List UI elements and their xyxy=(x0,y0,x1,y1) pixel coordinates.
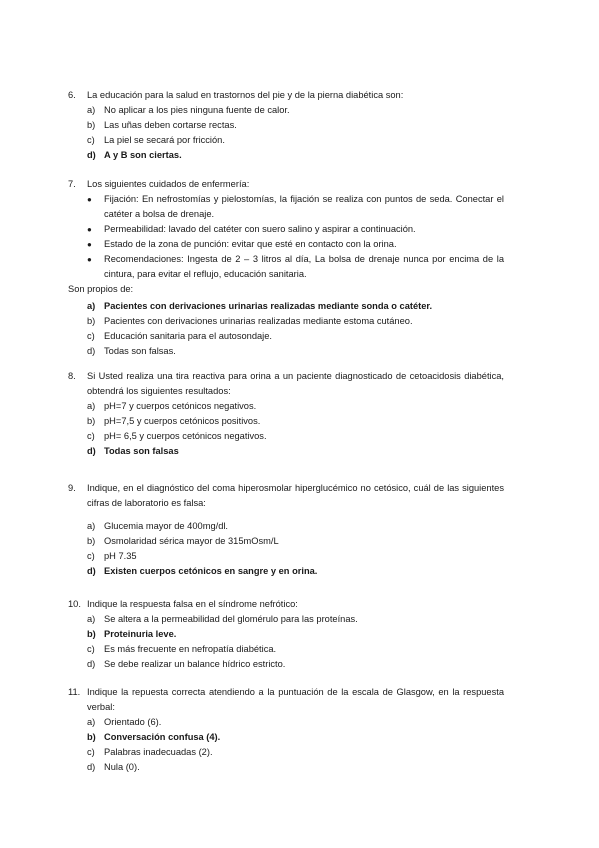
option-b: b) pH=7,5 y cuerpos cetónicos positivos. xyxy=(87,416,261,426)
question-10 xyxy=(68,597,504,672)
question-text: Indique, en el diagnóstico del coma hiperosmolar hiperglucémico no cetósico, cuál de las siguientes cifras de laboratorio es falsa: xyxy=(87,483,504,508)
option-d: d) Se debe realizar un balance hídrico estricto. xyxy=(87,659,286,669)
question-number: 8. xyxy=(68,371,76,381)
bullet-item: ● Recomendaciones: Ingesta de 2 – 3 litros al día, La bolsa de drenaje nunca por encima de la cintura, para evitar el reflujo, educación sanitaria. xyxy=(87,252,504,282)
bullet-item: ● Fijación: En nefrostomías y pielostomías, la fijación se realiza con puntos de seda. Conectar el catéter a bolsa de drenaje. xyxy=(87,192,504,222)
bullet-item: ● Permeabilidad: lavado del catéter con suero salino y aspirar a continuación. xyxy=(87,222,504,237)
option-c: c) pH 7.35 xyxy=(87,551,137,561)
option-a: a) Se altera a la permeabilidad del glomérulo para las proteínas. xyxy=(87,614,358,624)
question-text: Indique la repuesta correcta atendiendo a la puntuación de la escala de Glasgow, en la respuesta verbal: xyxy=(87,687,504,712)
option-b: b) Conversación confusa (4). xyxy=(87,732,221,742)
question-number: 7. xyxy=(68,179,76,189)
option-d: d) Existen cuerpos cetónicos en sangre y en orina. xyxy=(87,566,318,576)
question-text: La educación para la salud en trastornos del pie y de la pierna diabética son: xyxy=(87,90,404,100)
bullet-icon: ● xyxy=(87,240,92,249)
option-b: b) Pacientes con derivaciones urinarias realizadas mediante estoma cutáneo. xyxy=(87,316,413,326)
bullet-item: ● Estado de la zona de punción: evitar que esté en contacto con la orina. xyxy=(87,237,504,252)
after-text: Son propios de: xyxy=(68,284,134,294)
question-text: Indique la respuesta falsa en el síndrome nefrótico: xyxy=(87,599,298,609)
option-a: a) Orientado (6). xyxy=(87,717,162,727)
question-7 xyxy=(68,177,504,359)
option-d: d) A y B son ciertas. xyxy=(87,150,182,160)
option-d: d) Todas son falsas. xyxy=(87,346,176,356)
question-number: 6. xyxy=(68,90,76,100)
question-text: Los siguientes cuidados de enfermería: xyxy=(87,179,250,189)
question-number: 10. xyxy=(68,599,81,609)
option-c: c) Palabras inadecuadas (2). xyxy=(87,747,213,757)
option-d: d) Todas son falsas xyxy=(87,446,179,456)
option-a: a) Glucemia mayor de 400mg/dl. xyxy=(87,521,229,531)
option-a: a) No aplicar a los pies ninguna fuente de calor. xyxy=(87,105,290,115)
option-c: c) pH= 6,5 y cuerpos cetónicos negativos. xyxy=(87,431,267,441)
option-b: b) Osmolaridad sérica mayor de 315mOsm/L xyxy=(87,536,279,546)
question-number: 11. xyxy=(68,687,81,697)
question-6 xyxy=(68,88,504,163)
question-text: Si Usted realiza una tira reactiva para orina a un paciente diagnosticado de cetoacidosis diabética, obtendrá los siguientes resultados: xyxy=(87,371,504,396)
option-b: b) Proteinuria leve. xyxy=(87,629,177,639)
option-c: c) Educación sanitaria para el autosondaje. xyxy=(87,331,272,341)
bullet-icon: ● xyxy=(87,195,92,204)
question-9 xyxy=(68,481,504,579)
bullet-icon: ● xyxy=(87,225,92,234)
question-11 xyxy=(68,685,504,775)
option-c: c) La piel se secará por fricción. xyxy=(87,135,225,145)
question-number: 9. xyxy=(68,483,76,493)
bullet-icon: ● xyxy=(87,255,92,264)
option-a: a) pH=7 y cuerpos cetónicos negativos. xyxy=(87,401,257,411)
option-a: a) Pacientes con derivaciones urinarias realizadas mediante sonda o catéter. xyxy=(87,301,433,311)
option-d: d) Nula (0). xyxy=(87,762,140,772)
option-b: b) Las uñas deben cortarse rectas. xyxy=(87,120,237,130)
option-c: c) Es más frecuente en nefropatía diabética. xyxy=(87,644,277,654)
question-8 xyxy=(68,369,504,459)
